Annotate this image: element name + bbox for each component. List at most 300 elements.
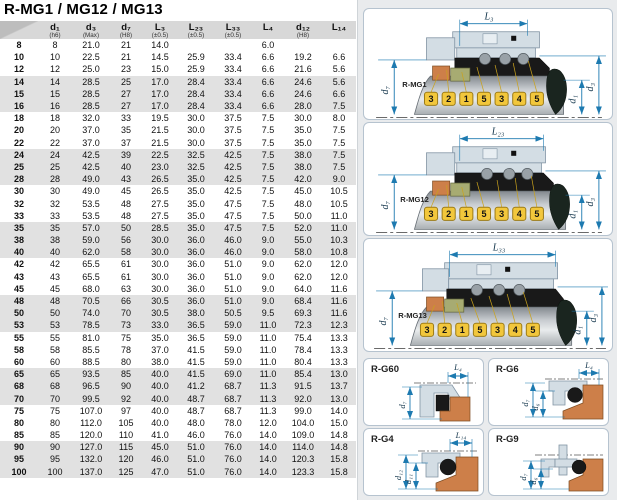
dimension-cell: 35.0 [294,125,312,136]
col-L33: L₃₃ (±0.5) [214,21,252,39]
dimension-cell: 22.5 [151,149,169,160]
svg-text:d₁₁: d₁₁ [403,473,413,485]
row-size-label: 50 [13,308,24,319]
dimension-cell: 42.0 [294,174,312,185]
dim-d7 [520,383,545,417]
dimension-cell: 30.0 [151,259,169,270]
table-row [0,417,356,429]
dimension-cell: 47.5 [224,210,242,221]
svg-text:d₃: d₃ [587,313,599,323]
dimension-cell: 6.0 [261,40,275,51]
page-title: R-MG1 / MG12 / MG13 [4,1,163,18]
dimension-cell: 7.5 [261,149,275,160]
dimension-cell: 100 [47,466,63,477]
dimension-cell: 35 [120,125,131,136]
dimension-cell: 12.0 [330,271,348,282]
dimension-cell: 9.0 [261,296,275,307]
svg-text:5: 5 [534,93,540,104]
dimension-cell: 14.8 [330,442,348,453]
dimension-cell: 93.5 [82,369,100,380]
svg-text:d₃: d₃ [584,197,596,207]
dimension-cell: 46.0 [224,247,242,258]
svg-text:3: 3 [424,324,430,335]
dimension-cell: 36.0 [187,235,205,246]
dimension-cell: 68.0 [82,283,100,294]
dimension-cell: 42.5 [224,161,242,172]
dimension-cell: 38.0 [294,161,312,172]
svg-text:L₄: L₄ [585,360,593,370]
dimension-cell: 36.5 [187,332,205,343]
dimension-cell: 51.0 [187,466,205,477]
dimension-cell: 63 [120,283,131,294]
dimension-cell: 64.0 [294,283,312,294]
dimension-cell: 66 [120,296,131,307]
row-size-label: 68 [13,381,24,392]
dimension-cell: 46.0 [187,430,205,441]
dimension-cell: 19.5 [151,113,169,124]
dimension-cell: 46.0 [224,235,242,246]
dimension-cell: 32.5 [187,161,205,172]
dimension-cell: 33.4 [224,52,242,63]
dimension-cell: 7.5 [261,198,275,209]
dimension-cell: 36.0 [187,247,205,258]
row-size-label: 42 [13,259,24,270]
detail-panel-g4 [363,428,484,496]
dimension-cell: 88.5 [82,356,100,367]
dimension-cell: 7.5 [332,149,346,160]
dimension-cell: 52.0 [294,222,312,233]
dimension-cell: 75.4 [294,332,312,343]
dimension-cell: 11.0 [259,369,277,380]
dimension-cell: 53.5 [82,210,100,221]
dimension-cell: 27 [120,88,131,99]
dimension-cell: 90 [120,381,131,392]
dimension-cell: 40 [120,161,131,172]
diagram-panel-mg13 [363,238,613,352]
table-row [0,466,356,478]
dimension-cell: 21 [120,52,131,63]
row-size-label: 100 [11,466,27,477]
col-L14: L₁₄ [322,21,356,39]
dimension-cell: 65.5 [82,271,100,282]
dimension-cell: 22 [49,137,60,148]
dimension-cell: 7.5 [332,137,346,148]
dimension-cell: 76.0 [224,442,242,453]
table-row [0,112,356,124]
row-size-label: 16 [13,101,24,112]
svg-text:4: 4 [516,93,522,104]
dimension-cell: 25.9 [187,64,205,75]
row-size-label: 22 [13,137,24,148]
dimension-cell: 28.0 [294,101,312,112]
dimension-cell: 14.0 [259,466,277,477]
row-size-label: 18 [13,113,24,124]
dimension-cell: 14 [49,76,60,87]
dimension-cell: 99.0 [294,405,312,416]
svg-text:5: 5 [530,324,536,335]
dimension-cell: 36.0 [187,283,205,294]
dimension-cell: 9.0 [261,235,275,246]
dimension-cell: 11.3 [259,393,277,404]
dimension-cell: 10.3 [330,235,348,246]
col-d7: d₇ (H8) [110,21,142,39]
dimension-cell: 53.5 [82,198,100,209]
table-header [0,21,356,39]
dimension-cell: 50.5 [224,308,242,319]
dimension-cell: 127.0 [79,442,103,453]
dimension-cell: 33 [120,113,131,124]
table-row [0,161,356,173]
dimension-cell: 6.6 [261,76,275,87]
dimension-cell: 50.0 [294,210,312,221]
dimension-cell: 41.5 [187,369,205,380]
row-size-label: 80 [13,417,24,428]
g60-diagram [364,359,483,425]
table-row [0,332,356,344]
svg-text:L₃₃: L₃₃ [492,242,506,254]
dimension-cell: 69.0 [224,369,242,380]
dimension-cell: 30.0 [151,235,169,246]
o-ring [568,388,583,403]
dimension-cell: 65.5 [82,259,100,270]
dimension-cell: 48.7 [187,405,205,416]
dimension-cell: 6.6 [261,52,275,63]
dimension-cell: 12.0 [259,417,277,428]
dimension-cell: 47.5 [224,222,242,233]
dimension-cell: 30.5 [151,296,169,307]
dimension-cell: 37.5 [224,125,242,136]
dimension-cell: 13.3 [330,344,348,355]
row-size-label: 90 [13,442,24,453]
detail-label: R-G9 [496,434,519,445]
dimension-cell: 36.0 [187,271,205,282]
row-size-label: 53 [13,320,24,331]
dimension-cell: 40.0 [151,405,169,416]
dimension-cell: 7.5 [261,137,275,148]
row-size-label: 48 [13,296,24,307]
dimension-cell: 13.0 [330,369,348,380]
dimension-cell: 15.0 [330,417,348,428]
dimension-cell: 30.0 [187,125,205,136]
dimension-cell: 62.0 [82,247,100,258]
dimension-cell: 78.5 [82,320,100,331]
dimension-cell: 11.6 [330,296,348,307]
svg-text:1: 1 [463,93,469,104]
row-size-label: 45 [13,283,24,294]
dimension-cell: 24.6 [294,76,312,87]
svg-text:5: 5 [481,93,487,104]
table-row [0,453,356,465]
dimension-cell: 14.0 [259,454,277,465]
dimension-cell: 28 [49,174,60,185]
dimension-cell: 51.0 [224,283,242,294]
dimension-cell: 9.5 [261,308,275,319]
dimension-cell: 26.5 [151,174,169,185]
dimension-cell: 9.0 [261,247,275,258]
dimension-cell: 27 [120,101,131,112]
dimension-cell: 51.0 [187,442,205,453]
svg-text:2: 2 [446,93,452,104]
dimension-cell: 70 [49,393,60,404]
dimension-cell: 125 [118,466,134,477]
dimension-cell: 27.5 [151,210,169,221]
row-size-label: 38 [13,235,24,246]
svg-text:d₇: d₇ [380,200,392,210]
row-size-label: 58 [13,344,24,355]
dimension-cell: 5.6 [332,64,346,75]
dimension-cell: 35.0 [187,198,205,209]
row-size-label: 24 [13,149,24,160]
dimension-cell: 16 [49,101,60,112]
dimension-cell: 13.3 [330,356,348,367]
row-size-label: 8 [16,40,22,51]
model-label: R-MG1 [402,80,427,90]
svg-text:d₁: d₁ [572,326,584,335]
dimension-cell: 21.0 [82,40,100,51]
col-L3: L₃ (±0.5) [142,21,178,39]
dimension-cell: 7.5 [332,125,346,136]
dimension-cell: 80.4 [294,356,312,367]
dimension-cell: 33.4 [224,101,242,112]
dimension-cell: 70.5 [82,296,100,307]
dimension-cell: 30.0 [294,113,312,124]
row-size-label: 75 [13,405,24,416]
dimension-cell: 22.5 [82,52,100,63]
dimension-cell: 28.5 [82,101,100,112]
dimension-cell: 28.5 [82,88,100,99]
svg-text:d₇: d₇ [378,316,390,326]
row-size-label: 28 [13,174,24,185]
col-d12: d₁₂ (H8) [284,21,322,39]
dimension-cell: 58 [49,344,60,355]
dimension-cell: 33.4 [224,76,242,87]
dimension-cell: 33.4 [224,88,242,99]
dimension-cell: 7.5 [261,125,275,136]
dimension-cell: 60 [49,356,60,367]
dimension-cell: 95 [49,454,60,465]
dimension-cell: 37 [120,137,131,148]
dimension-cell: 9.0 [332,174,346,185]
dimension-cell: 32.5 [187,149,205,160]
dimension-cell: 14.5 [151,52,169,63]
dimension-cell: 80 [49,417,60,428]
dimension-cell: 35.0 [187,222,205,233]
seat-ring [427,297,444,311]
dimension-cell: 8 [52,40,58,51]
dimension-cell: 28.4 [187,88,205,99]
dimension-cell: 48 [49,296,60,307]
dimension-cell: 12 [49,64,60,75]
dimension-cell: 11.6 [330,283,348,294]
dimension-cell: 104.0 [291,417,315,428]
dimension-cell: 11.3 [259,381,277,392]
dimension-cell: 35 [49,222,60,233]
dimension-cell: 42.5 [224,186,242,197]
table-row [0,222,356,234]
dimension-cell: 9.0 [261,271,275,282]
spec-table-body [0,39,356,478]
dimension-cell: 40.0 [151,393,169,404]
svg-text:L₂₃: L₂₃ [491,126,505,138]
dimension-cell: 21.6 [294,64,312,75]
svg-text:4: 4 [516,208,522,219]
dimension-cell: 62.0 [294,271,312,282]
seal-face [445,299,464,312]
mg1-diagram [364,9,612,119]
dimension-cell: 51.0 [224,259,242,270]
dimension-cell: 32.0 [82,113,100,124]
row-size-label: 40 [13,247,24,258]
row-size-label: 55 [13,332,24,343]
dimension-cell: 35.0 [151,332,169,343]
dimension-cell: 105 [118,417,134,428]
dimension-cell: 37.5 [224,137,242,148]
dimension-cell: 59.0 [224,320,242,331]
dimension-cell: 37.5 [224,113,242,124]
g9-diagram [489,429,608,495]
dimension-cell: 38 [49,235,60,246]
dimension-cell: 75 [120,332,131,343]
svg-text:5: 5 [534,208,540,219]
dimension-cell: 48.0 [187,417,205,428]
dimension-cell: 68.4 [294,296,312,307]
dimension-cell: 15.0 [151,64,169,75]
dimension-cell: 96.5 [82,381,100,392]
dimension-cell: 58.0 [294,247,312,258]
dimension-cell: 5.6 [332,76,346,87]
detail-label: R-G60 [371,364,399,375]
dimension-cell: 23 [120,64,131,75]
table-row [0,246,356,258]
svg-text:d₇: d₇ [397,401,407,409]
dimension-cell: 50 [49,308,60,319]
dimension-cell: 6.6 [332,52,346,63]
housing [422,263,557,291]
dimension-cell: 107.0 [79,405,103,416]
dimension-cell: 35.0 [187,174,205,185]
table-row [0,124,356,136]
dimension-cell: 115 [118,442,134,453]
dimension-cell: 51.0 [224,296,242,307]
svg-text:d₁: d₁ [567,95,579,104]
part-balloons [424,207,543,220]
dimension-cell: 30.0 [187,137,205,148]
dimension-cell: 7.5 [332,161,346,172]
mg12-diagram [364,123,612,235]
dimension-cell: 20 [49,125,60,136]
detail-label: R-G4 [371,434,394,445]
table-row [0,441,356,453]
dimension-cell: 17.0 [151,101,169,112]
dimension-cell: 42.5 [224,174,242,185]
svg-text:1: 1 [463,208,469,219]
dimension-cell: 24 [49,149,60,160]
dimension-cell: 13.0 [330,393,348,404]
dimension-cell: 42.5 [82,149,100,160]
dimension-cell: 33.0 [151,320,169,331]
part-balloons [420,323,539,336]
dimension-cell: 35.0 [294,137,312,148]
dimension-cell: 74.0 [82,308,100,319]
dimension-cell: 112.0 [80,417,102,428]
svg-text:5: 5 [481,208,487,219]
table-row [0,149,356,161]
dimension-cell: 28.5 [151,222,169,233]
dimension-cell: 12.0 [330,259,348,270]
table-row [0,258,356,270]
dimension-cell: 8.0 [332,113,346,124]
table-row [0,173,356,185]
detail-panel-g60 [363,358,484,426]
table-row [0,39,356,51]
dimension-cell: 13.7 [330,381,348,392]
header-corner [0,21,38,39]
row-size-label: 43 [13,271,24,282]
detail-panel-g6 [488,358,609,426]
dimension-cell: 49.0 [82,174,100,185]
dimension-cell: 59.0 [82,235,100,246]
dimension-cell: 37.0 [82,125,100,136]
dimension-cell: 14.0 [259,430,277,441]
dimension-cell: 45.0 [151,442,169,453]
dimension-cell: 40.0 [151,381,169,392]
dimension-cell: 85 [120,369,131,380]
dimension-cell: 59.0 [224,332,242,343]
dimension-cell [214,39,252,51]
svg-text:1: 1 [459,324,465,335]
dimension-cell: 50 [120,222,131,233]
model-label: R-MG13 [398,311,427,321]
table-row [0,234,356,246]
row-size-label: 85 [13,430,24,441]
col-L23: L₂₃ (±0.5) [178,21,214,39]
dimension-cell: 40 [49,247,60,258]
dimension-cell: 13.3 [330,332,348,343]
table-row [0,307,356,319]
svg-text:4: 4 [512,324,518,335]
dimension-cell: 7.5 [261,161,275,172]
model-label: R-MG12 [400,195,429,205]
dimension-cell: 91.5 [294,381,312,392]
dimension-cell: 48.7 [187,393,205,404]
bellows-elastomer [447,289,564,307]
dimension-cell: 7.5 [261,186,275,197]
dimension-cell: 42.5 [82,161,100,172]
svg-text:d₇: d₇ [520,399,530,407]
svg-text:d₁: d₁ [567,210,579,219]
dimension-cell: 132.0 [79,454,103,465]
dimension-cell: 120 [118,454,134,465]
dimension-cell: 43 [49,271,60,282]
dimension-cell: 81.0 [82,332,100,343]
dimension-cell: 45 [120,186,131,197]
dimension-cell: 7.5 [261,222,275,233]
dimension-cell: 25.9 [187,52,205,63]
svg-text:2: 2 [442,324,448,335]
dimension-cell: 47.5 [224,198,242,209]
dimension-cell: 92 [120,393,131,404]
dimension-cell: 30.0 [187,113,205,124]
dimension-cell: 24.6 [294,88,312,99]
dimension-cell: 41.2 [187,381,205,392]
detail-panel-g9 [488,428,609,496]
table-row [0,319,356,331]
dimension-cell: 7.5 [332,101,346,112]
dimension-cell: 36.0 [187,259,205,270]
table-row [0,197,356,209]
dimension-cell: 68.7 [224,393,242,404]
dimension-cell: 11.6 [330,308,348,319]
